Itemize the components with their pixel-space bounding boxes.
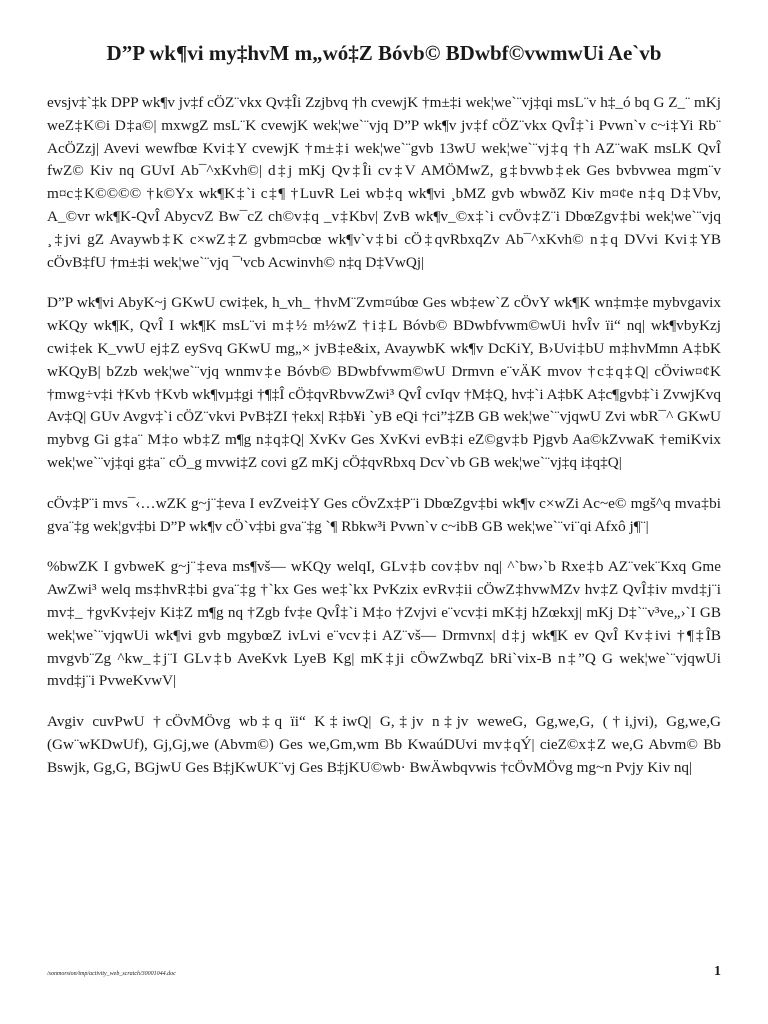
paragraph-3: cÖv‡P¨i mvs¯‹…wZK g~j¨‡eva I evZvei‡Y Ges cÖvZx‡P¨i DbœZgv‡bi wk¶v c×wZi Ac~e© mgš^q mva‡bi gva¨‡g wek¦gv‡bi D”P wk¶v cÖ`v‡bi gva¨‡g `¶ Rbkw³i Pvwn`v c~ibB GB wek¦we`¨vi¨qi Afxô j¶¨| xyxy=(47,494,721,535)
footer-file-path: /sonmorsion/tmp/activity_web_scratch/30001044.doc xyxy=(47,971,176,977)
document-title: D”P wk¶vi my‡hvM m„wó‡Z Bóvb© BDwbf©vwmwUi Ae`vb xyxy=(106,41,662,65)
page-number: 1 xyxy=(714,964,721,979)
paragraph-2: D”P wk¶vi AbyK~j GKwU cwi‡ek, h_vh_ †hvM¨Zvm¤úbœ Ges wb‡ew`Z cÖvY wk¶K wn‡m‡e mybvgavix wKQy wk¶K, QvÎ I wk¶K msL¨vi m‡½ m½wZ †i‡L Bóvb© BDwbfvwm©wUi hvÎv ïi“ nq| wk¶vbyKzj cwi‡ek K_vwU ej‡Z eySvq GKwU mg„× jvB‡e&ix, AvaywbK wk¶v DcKiY, B›Uvi‡bU m‡hvMmn A‡bK wKQyB| bZzb wek¦we`¨vjq wnmv‡e Bóvb© BDwbfvwm©wU Drmvn e¨vÄK mvov †c‡q‡Q| cÖviw¤¢K †mwg÷v‡i †Kvb †Kvb wk¶vµ‡gi †¶‡Î cÖ‡qvRbvwZwi³ QvÎ cvIqv †M‡Q, hv‡`i A‡bK A‡c¶gvb‡`i ZvwjKvq Av‡Q| GUv Avgv‡`i cÖZ¨vkvi PvB‡ZI †ekx| R‡b¥i `yB eQi †ci”‡ZB GB wek¦we`¨vjqwU Zvi wbR¯^ GKwU mybvg Gi g‡a¨ M‡o wb‡Z m¶g n‡q‡Q| XvKv Ges XvKvi evB‡i eZ©gv‡b Pjgvb Aa©kZvwaK †emiKvix wek¦we`¨vj‡qi g‡a¨ cÖ_g mvwi‡Z covi gZ mKj cÖ‡qvRbxq Dcv`vb GB wek¦we`¨vj‡q i‡q‡Q| xyxy=(47,294,721,471)
paragraph-4: %bwZK I gvbweK g~j¨‡eva ms¶vš— wKQy welqI, GLv‡b cov‡bv nq| ^`bw›`b Rxe‡b AZ¨vek¨Kxq Gme AwZwi³ welq ms‡hvR‡bi gva¨‡g †`kx Ges we‡`kx PvKzix evRv‡ii cÖwZ‡hvwMZv hv‡Z QvÎ‡iv mvd‡j¨i mv‡_ †gvKv‡ejv Ki‡Z m¶g nq †Zgb fv‡e QvÎ‡`i M‡o †Zvjvi e¨vcv‡i mK‡j hZœkxj| mKj D‡`¨v³ve„›`I GB wek¦we`¨vjqwUi wk¶vi gvb mgybœZ ivLvi e¨vcv‡i AZ¨vš— Drmvnx| d‡j wk¶K ev QvÎ Kv‡ivi †¶‡ÎB mvgvb¨Zg ^kw_‡j¨I GLv‡b AveKvk LyeB Kg| mK‡ji cÖwZwbqZ bRi`vix-B n‡”Q G wek¦we`¨vjqwUi mvd‡j¨i PvweKvwV| xyxy=(47,558,721,690)
paragraph-5: Avgiv cuvPwU †cÖvMÖvg wb‡q ïi“ K‡iwQ| G,‡jv n‡jv weweG, Gg,we,G, (†i,jvi), Gg,we,G (Gw¨wKDwUf), Gj,Gj,we (Abvm©) Ges we,Gm,wm Bb KwaúDUvi mv‡qÝ| cieZ©x‡Z we,G Abvm© Bb Bswjk, Gg,G, BGjwU Ges B‡jKwUK¨vj Ges B‡jKU©wb· BwÄwbqvwis †cÖvMÖvg mg~n Pvjy Kiv nq| xyxy=(47,713,721,776)
paragraph-1: evsjv‡`‡k DPP wk¶v jv‡f cÖZ¨vkx Qv‡Îi Zzjbvq †h cvewjK †m±‡i wek¦we`¨vj‡qi msL¨v h‡_ó bq G Z_¨ mKj weZ‡K©i D‡a©| mxwgZ msL¨K cvewjK wek¦we`¨vjq D”P wk¶v jv‡f cÖZ¨vkx QvÎ‡`i Pvwn`v c~i‡Yi Rb¨ AcÖZzj| Avevi wewfbœ Kvi‡Y cvewjK †m±‡i wek¦we`¨gvb 13wU wek¦we`¨vj‡q †h AZ¨waK msLK QvÎ fwZ© Kiv nq GUvI Ab¯^xKvh©| d‡j mKj Qv‡Îi cv‡V AMÖMwZ, g‡bvwb‡ek Ges bvbvwea mgm¨v m¤c‡K©©©© †k©Yx wk¶K‡`i c‡¶ †LuvR Lei wb‡q wk¶vi ¸bMZ gvb wbwðZ Kiv m¤¢e n‡q D‡Vbv, A_©vr wk¶K-QvÎ AbycvZ Bw¯cZ ch©v‡q _v‡Kbv| ZvB wk¶v_©x‡`i cvÖv‡Z¨i DbœZgv‡bi wek¦we`¨vjq ¸‡jvi gZ Avaywb‡K c×wZ‡Z gvbm¤cbœ wk¶v`v‡bi cÖ‡qvRbxqZv Ab¯^xKvh© n‡q DVvi Kvi‡YB cÖvB‡fU †m±‡i wek¦we`¨vjq ¯'vcb Acwinvh© n‡q D‡VwQj| xyxy=(47,94,721,271)
document-body xyxy=(47,92,721,798)
